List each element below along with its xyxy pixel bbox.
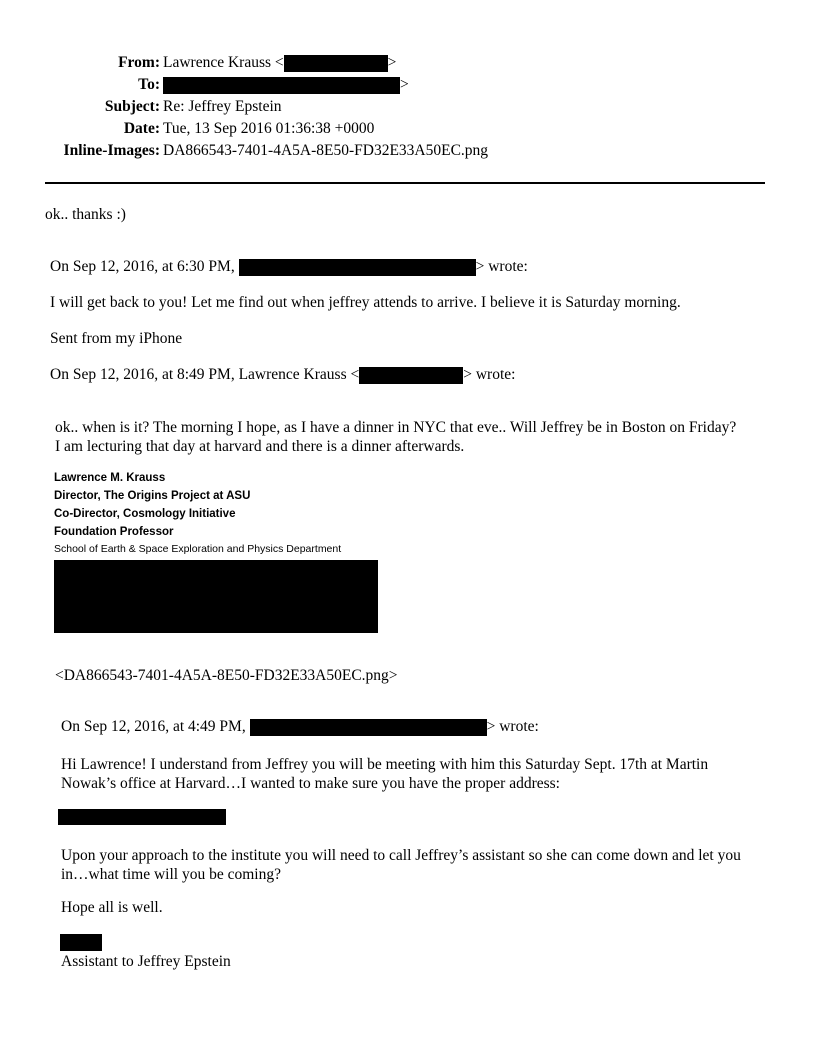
quote3-approach: Upon your approach to the institute you will need to call Jeffrey’s assistant so she can come down and let you in…what time will you be coming?	[61, 847, 741, 883]
quote3-role: Assistant to Jeffrey Epstein	[61, 953, 231, 970]
from-close: >	[387, 54, 397, 71]
quote3-prefix: On Sep 12, 2016, at 4:49 PM,	[61, 718, 246, 735]
redaction-box	[239, 259, 476, 276]
signature-title1: Director, The Origins Project at ASU	[54, 490, 251, 502]
signature-title2: Co-Director, Cosmology Initiative	[54, 508, 236, 520]
quote3-attribution	[61, 718, 539, 736]
attachment-reference: <DA866543-7401-4A5A-8E50-FD32E33A50EC.png>	[55, 667, 398, 684]
to-close: >	[400, 76, 409, 93]
quote2-suffix: > wrote:	[463, 366, 516, 383]
date-value: Tue, 13 Sep 2016 01:36:38 +0000	[163, 120, 375, 137]
signature-department: School of Earth & Space Exploration and Physics Department	[54, 543, 342, 555]
redaction-box	[284, 55, 388, 72]
quote1-sent: Sent from my iPhone	[50, 330, 183, 347]
quote3-suffix: > wrote:	[486, 718, 539, 735]
header-divider	[45, 182, 765, 184]
from-value	[163, 54, 396, 72]
quote2-prefix: On Sep 12, 2016, at 8:49 PM, Lawrence Krauss <	[50, 366, 360, 383]
date-label: Date:	[123, 120, 160, 137]
quote2-text: ok.. when is it? The morning I hope, as I have a dinner in NYC that eve.. Will Jeffrey be in Boston on Friday? I am lecturing that day at harvard and there is a dinner afterwards.	[55, 419, 737, 455]
to-value	[163, 76, 409, 94]
signature-title3: Foundation Professor	[54, 526, 174, 538]
redaction-box	[250, 719, 487, 736]
quote1-prefix: On Sep 12, 2016, at 6:30 PM,	[50, 258, 235, 275]
signature-name: Lawrence M. Krauss	[54, 472, 166, 484]
subject-label: Subject:	[104, 98, 160, 115]
quote1-attribution	[50, 258, 528, 276]
from-name: Lawrence Krauss <	[163, 54, 284, 71]
redaction-box	[163, 77, 400, 94]
inline-images-label: Inline-Images:	[63, 142, 160, 159]
quote1-text: I will get back to you! Let me find out when jeffrey attends to arrive. I believe it is Saturday morning.	[50, 294, 681, 311]
redaction-box	[58, 809, 226, 825]
redaction-box	[60, 934, 102, 951]
to-label: To:	[138, 76, 160, 93]
from-label: From:	[118, 54, 160, 71]
quote3-text: Hi Lawrence! I understand from Jeffrey you will be meeting with him this Saturday Sept. 17th at Martin Nowak’s office at Harvard…I wanted to make sure you have the proper address:	[61, 756, 709, 792]
redaction-box	[359, 367, 463, 384]
reply-text: ok.. thanks :)	[45, 206, 126, 223]
quote2-attribution	[50, 366, 515, 384]
redaction-box	[54, 560, 378, 633]
inline-images-value: DA866543-7401-4A5A-8E50-FD32E33A50EC.png	[163, 142, 489, 159]
quote1-suffix: > wrote:	[475, 258, 528, 275]
subject-value: Re: Jeffrey Epstein	[163, 98, 282, 115]
quote3-hope: Hope all is well.	[61, 899, 163, 916]
